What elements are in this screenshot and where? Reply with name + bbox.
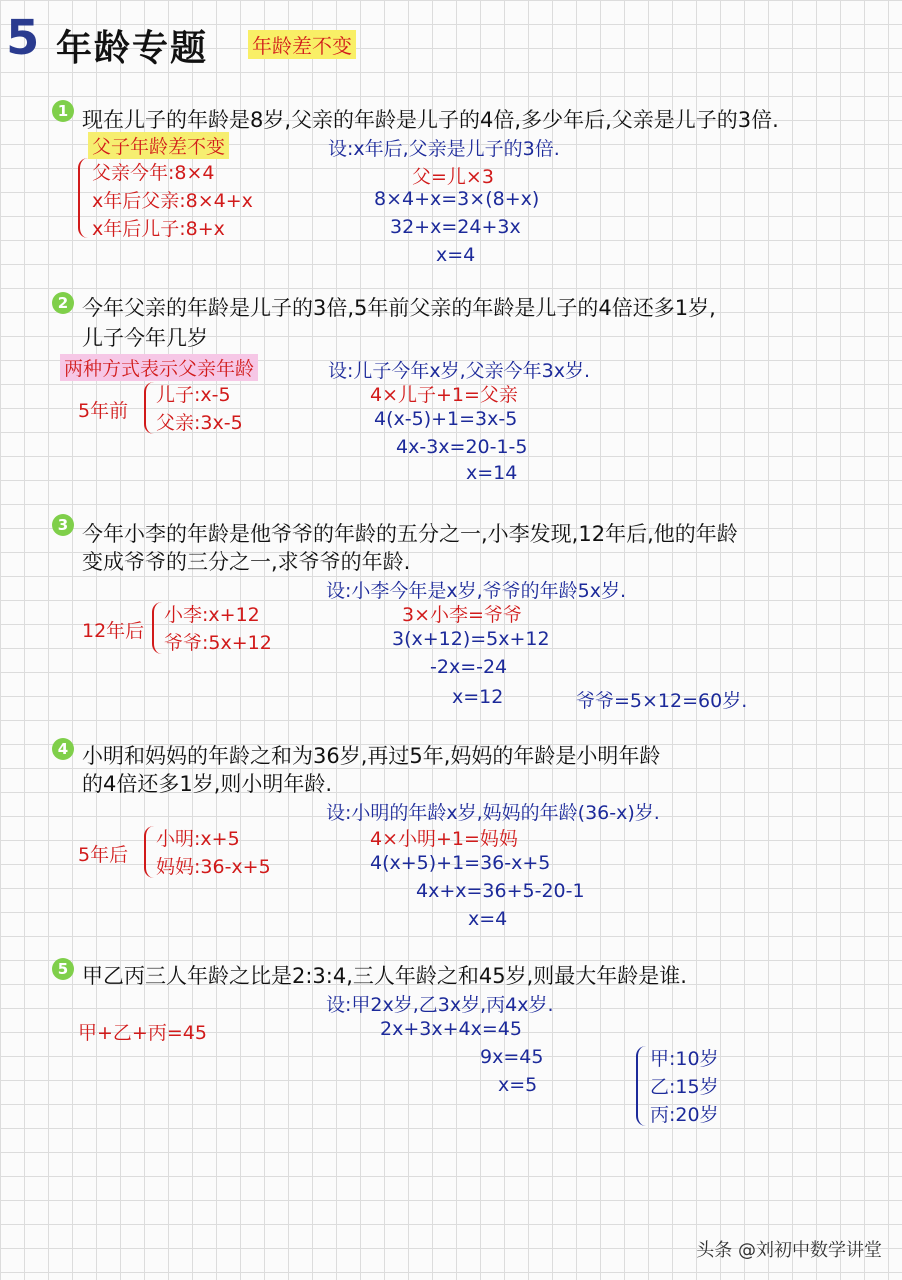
problem-1-step-1: 8×4+x=3×(8+x) <box>374 188 540 210</box>
problem-2-brace <box>144 382 154 434</box>
problem-4-question-line1: 小明和妈妈的年龄之和为36岁,再过5年,妈妈的年龄是小明年龄 <box>82 744 661 768</box>
problem-4-brace <box>144 826 154 878</box>
problem-4-left-2: 妈妈:36-x+5 <box>156 856 271 878</box>
problem-5-answer-3: 丙:20岁 <box>650 1104 719 1126</box>
problem-2-step-red-1: 4×儿子+1=父亲 <box>370 384 518 406</box>
problem-1-number: 1 <box>52 100 74 122</box>
problem-3-left-label: 12年后 <box>82 620 145 642</box>
problem-5-step-1: 2x+3x+4x=45 <box>380 1018 522 1040</box>
problem-2-question-line1: 今年父亲的年龄是儿子的3倍,5年前父亲的年龄是儿子的4倍还多1岁, <box>82 296 716 320</box>
problem-4-step-red-1: 4×小明+1=妈妈 <box>370 828 518 850</box>
problem-3-question-line2: 变成爷爷的三分之一,求爷爷的年龄. <box>82 550 411 574</box>
problem-3-left-1: 小李:x+12 <box>164 604 260 626</box>
problem-2-step-3: x=14 <box>466 462 518 484</box>
problem-5-answer-1: 甲:10岁 <box>650 1048 719 1070</box>
problem-4-step-3: x=4 <box>468 908 508 930</box>
problem-5-number: 5 <box>52 958 74 980</box>
problem-5-step-2: 9x=45 <box>480 1046 544 1068</box>
problem-2-left-1: 儿子:x-5 <box>156 384 231 406</box>
problem-3-setup: 设:小李今年是x岁,爷爷的年龄5x岁. <box>326 580 627 602</box>
problem-3-left-2: 爷爷:5x+12 <box>164 632 272 654</box>
problem-2-step-2: 4x-3x=20-1-5 <box>396 436 528 458</box>
problem-2-question-line2: 儿子今年几岁 <box>82 326 208 350</box>
problem-5-brace <box>636 1046 646 1126</box>
problem-5-setup: 设:甲2x岁,乙3x岁,丙4x岁. <box>326 994 554 1016</box>
problem-2-setup: 设:儿子今年x岁,父亲今年3x岁. <box>328 360 591 382</box>
problem-1-tag: 父子年龄差不变 <box>88 132 229 159</box>
problem-3-step-1: 3(x+12)=5x+12 <box>392 628 550 650</box>
problem-4-step-2: 4x+x=36+5-20-1 <box>416 880 585 902</box>
problem-3-question-line1: 今年小李的年龄是他爷爷的年龄的五分之一,小李发现,12年后,他的年龄 <box>82 522 738 546</box>
problem-4-setup: 设:小明的年龄x岁,妈妈的年龄(36-x)岁. <box>326 802 660 824</box>
problem-3-number: 3 <box>52 514 74 536</box>
problem-4-left-label: 5年后 <box>78 844 129 866</box>
problem-3-step-3: x=12 <box>452 686 504 708</box>
problem-2-left-label: 5年前 <box>78 400 129 422</box>
problem-5-step-3: x=5 <box>498 1074 538 1096</box>
problem-3-step-2: -2x=-24 <box>430 656 508 678</box>
problem-5-left-1: 甲+乙+丙=45 <box>78 1022 207 1044</box>
problem-1-step-red-1: 父=儿×3 <box>412 166 494 188</box>
problem-2-left-2: 父亲:3x-5 <box>156 412 243 434</box>
section-number: 5 <box>6 10 40 66</box>
problem-1-setup: 设:x年后,父亲是儿子的3倍. <box>328 138 560 160</box>
problem-1-question: 现在儿子的年龄是8岁,父亲的年龄是儿子的4倍,多少年后,父亲是儿子的3倍. <box>82 108 779 132</box>
watermark-credit: 头条 @刘初中数学讲堂 <box>696 1240 882 1261</box>
problem-5-answer-2: 乙:15岁 <box>650 1076 719 1098</box>
problem-3-answer: 爷爷=5×12=60岁. <box>576 690 748 712</box>
problem-5-question: 甲乙丙三人年龄之比是2:3:4,三人年龄之和45岁,则最大年龄是谁. <box>82 964 687 988</box>
problem-2-step-1: 4(x-5)+1=3x-5 <box>374 408 518 430</box>
problem-1-step-3: x=4 <box>436 244 476 266</box>
problem-4-left-1: 小明:x+5 <box>156 828 240 850</box>
problem-2-number: 2 <box>52 292 74 314</box>
problem-2-tag: 两种方式表示父亲年龄 <box>60 354 258 381</box>
problem-3-brace <box>152 602 162 654</box>
problem-1-left-1: 父亲今年:8×4 <box>92 162 215 184</box>
problem-4-question-line2: 的4倍还多1岁,则小明年龄. <box>82 772 333 796</box>
problem-4-number: 4 <box>52 738 74 760</box>
problem-1-brace <box>78 158 88 238</box>
page-title: 年龄专题 <box>56 28 209 69</box>
problem-1-step-2: 32+x=24+3x <box>390 216 521 238</box>
problem-1-left-2: x年后父亲:8×4+x <box>92 190 253 212</box>
problem-3-step-red-1: 3×小李=爷爷 <box>402 604 522 626</box>
problem-4-step-1: 4(x+5)+1=36-x+5 <box>370 852 551 874</box>
page-subtitle: 年龄差不变 <box>248 30 356 59</box>
problem-1-left-3: x年后儿子:8+x <box>92 218 225 240</box>
